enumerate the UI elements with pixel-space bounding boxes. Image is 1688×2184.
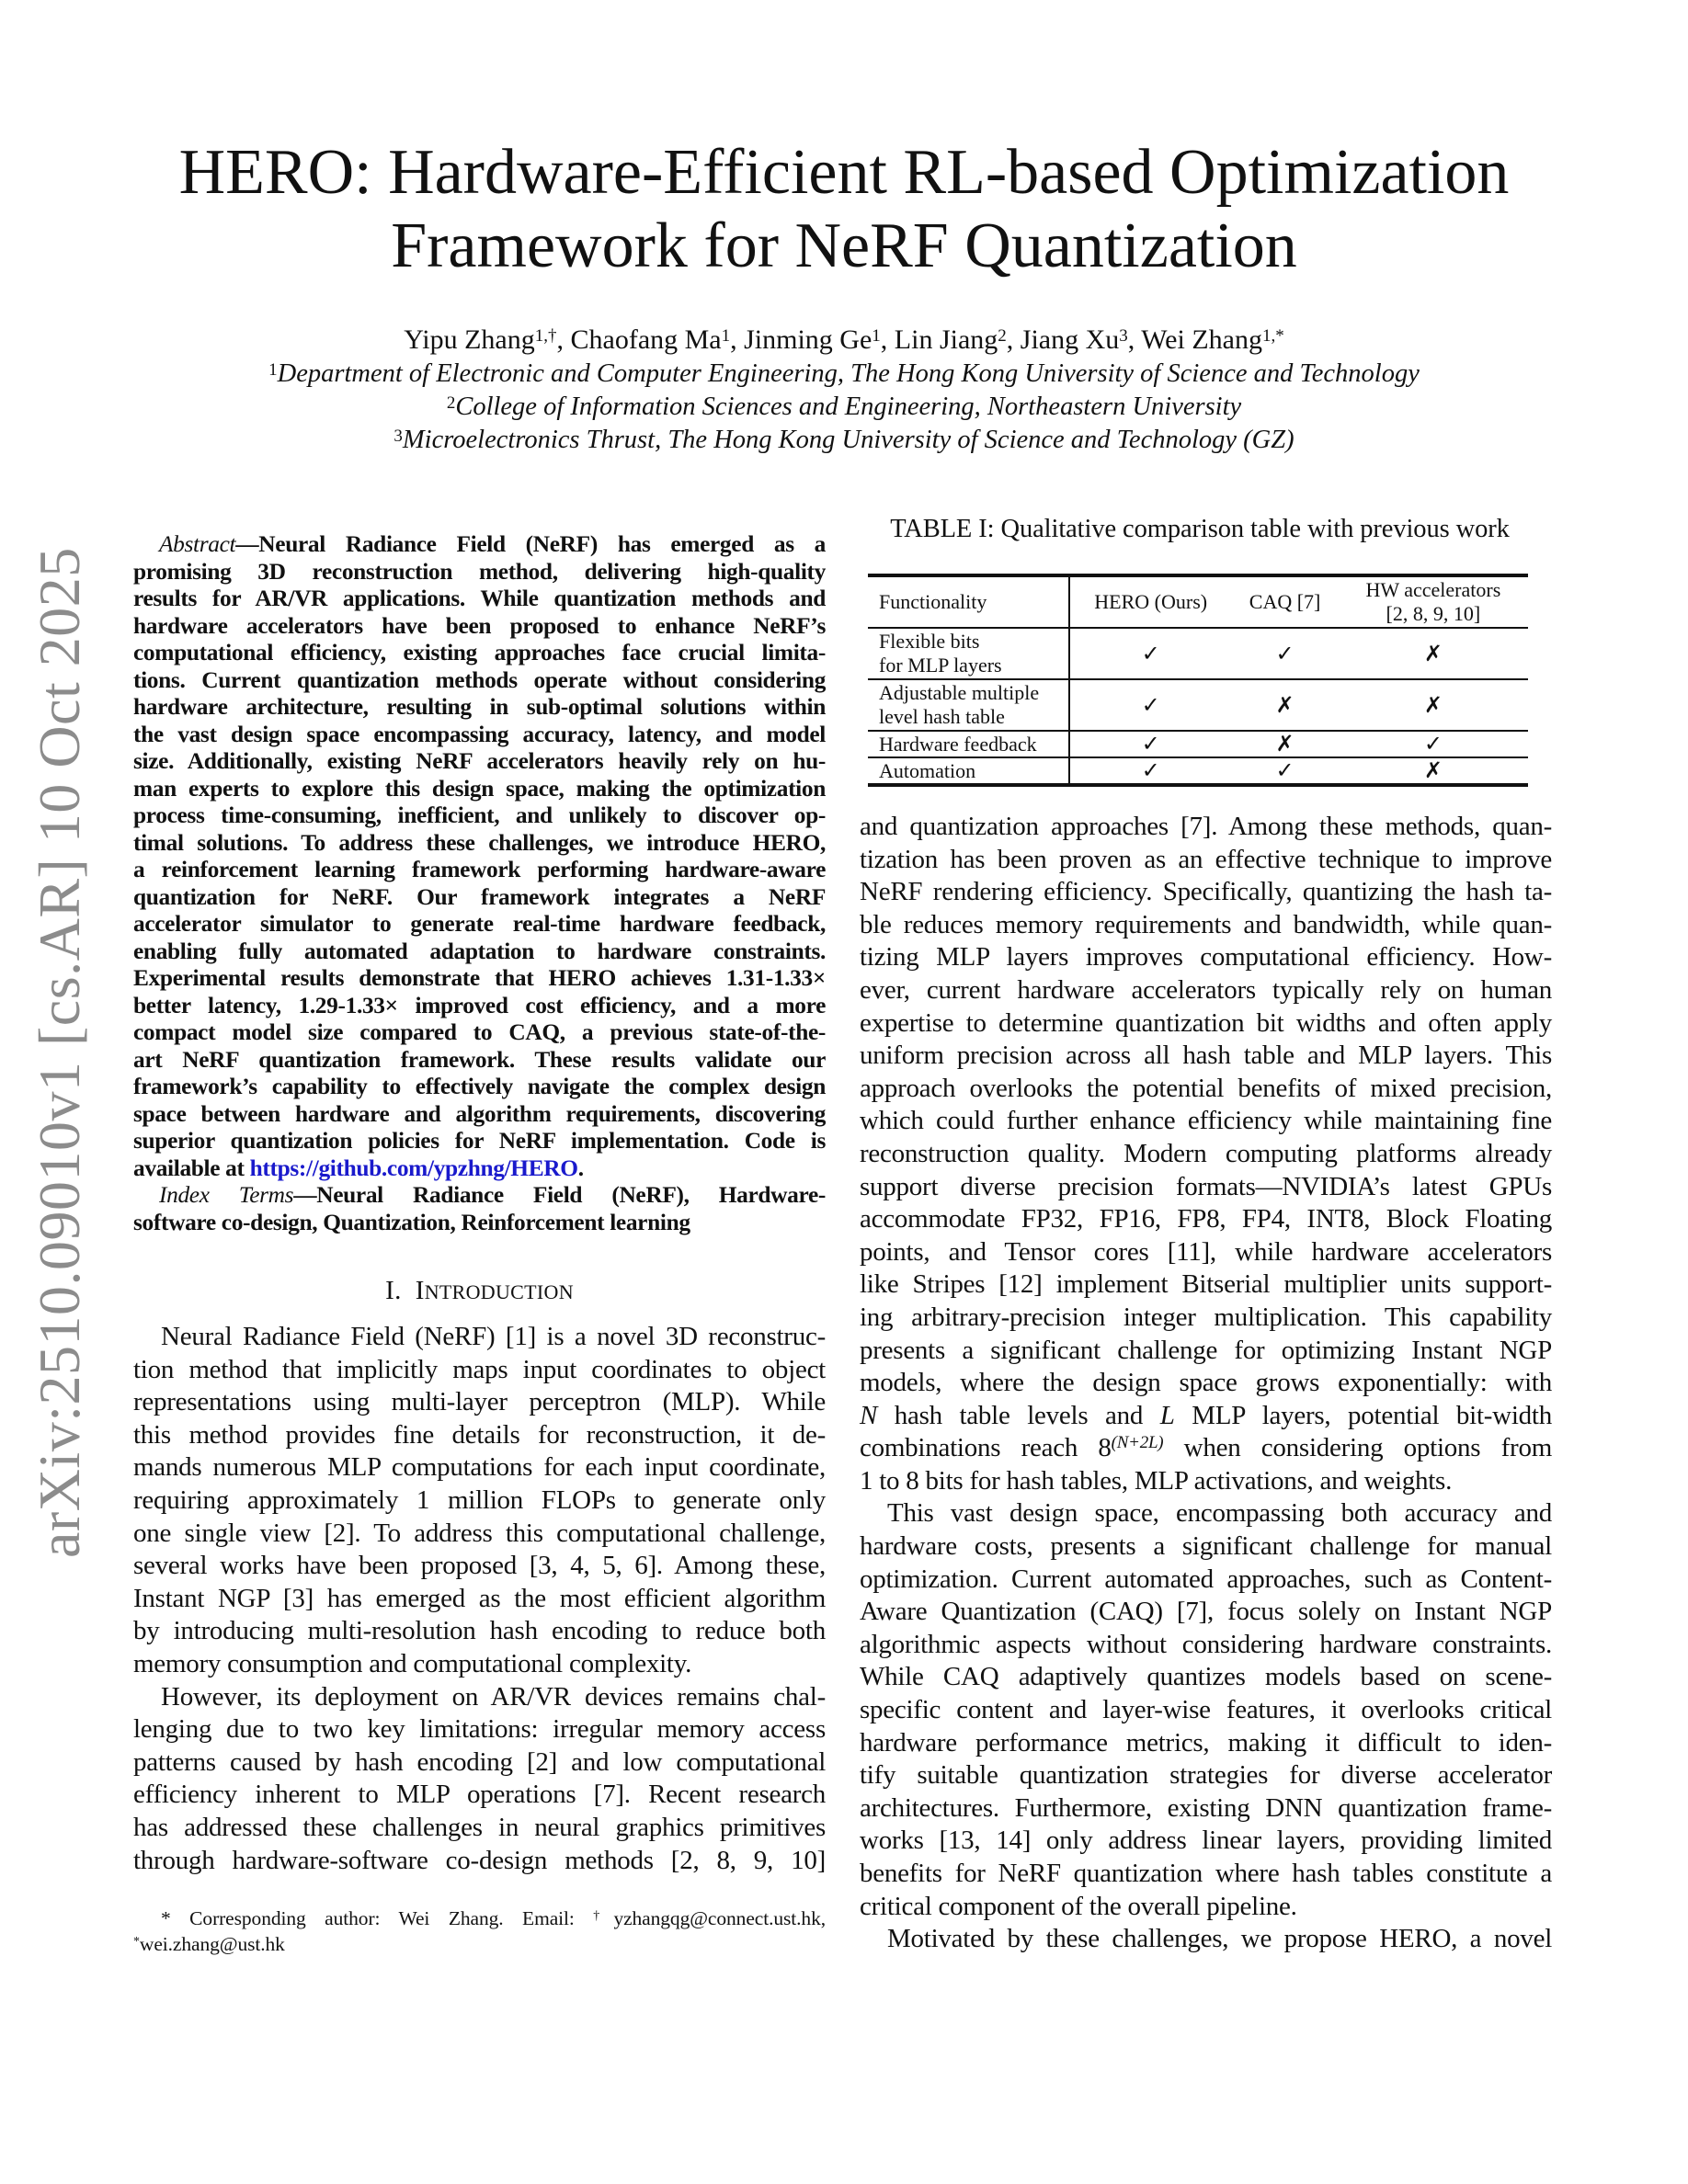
author: Jinming Ge$^1$: [744, 324, 881, 355]
hw-cell: [1339, 679, 1528, 731]
body-line: Aware Quantization (CAQ) [7], focus solely on Instant NGP: [860, 1597, 1552, 1627]
check-icon: ✓: [1141, 757, 1160, 783]
author-list: Yipu Zhang$^{1,\dagger}$, Chaofang Ma$^1$, Jinming Ge$^1$, Lin Jiang$^2$, Jiang Xu$^3$, Wei Zhang$^{1,*}$: [404, 324, 1284, 355]
body-line: optimization. Current automated approaches, such as Content-: [860, 1564, 1552, 1594]
email-link[interactable]: yzhangqg@connect.ust.hk,: [613, 1907, 826, 1929]
footnote-line: * Corresponding author: Wei Zhang. Email: †yzhangqg@connect.ust.hk,: [161, 1907, 826, 1929]
index-terms-line: software co-design, Quantization, Reinforcement learning: [133, 1209, 690, 1235]
caq-cell: [1231, 731, 1338, 757]
body-line: support diverse precision formats—NVIDIA’s latest GPUs: [860, 1171, 1552, 1201]
affiliation-1: $^1$Department of Electronic and Computer Engineering, The Hong Kong University of Science and Technology: [268, 359, 1420, 388]
hero-cell: [1069, 731, 1231, 757]
abstract-line: enabling fully automated adaptation to hardware constraints.: [133, 938, 826, 964]
body-line: Instant NGP [3] has emerged as the most efficient algorithm: [133, 1583, 826, 1613]
paper-title: [0, 136, 1688, 283]
check-icon: ✓: [1423, 731, 1443, 756]
arxiv-stamp: arXiv:2510.09010v1 [cs.AR] 10 Oct 2025: [27, 547, 92, 1558]
body-line: expertise to determine quantization bit widths and often apply: [860, 1007, 1552, 1038]
body-line: critical component of the overall pipeline.: [860, 1891, 1297, 1921]
abstract-line: Abstract—Neural Radiance Field (NeRF) has emerged as a: [159, 531, 826, 557]
body-line: tify suitable quantization strategies for diverse accelerator: [860, 1760, 1552, 1791]
cross-icon: ✗: [1423, 691, 1443, 718]
body-line: tization has been proven as an effective technique to improve: [860, 844, 1552, 874]
author: Jiang Xu$^3$: [1020, 324, 1128, 355]
title-line-2: Framework for NeRF Quantization: [391, 210, 1297, 281]
body-line: reconstruction quality. Modern computing platforms already: [860, 1138, 1552, 1168]
body-line: requiring approximately 1 million FLOPs to generate only: [133, 1484, 826, 1515]
functionality-cell: Automation: [868, 757, 1069, 785]
body-line: ing arbitrary-precision integer multiplication. This capability: [860, 1302, 1552, 1332]
intro-right-column: [860, 811, 1552, 1956]
body-line: 1 to 8 bits for hash tables, MLP activations, and weights.: [860, 1465, 1453, 1496]
cross-icon: ✗: [1423, 640, 1443, 666]
body-line: ever, current hardware accelerators typically rely on human: [860, 974, 1552, 1005]
body-line: architectures. Furthermore, existing DNN quantization frame-: [860, 1792, 1552, 1823]
check-icon: ✓: [1275, 757, 1295, 783]
github-link[interactable]: https://github.com/ypzhng/HERO: [249, 1155, 578, 1181]
body-line: specific content and layer-wise features, it overlooks critical: [860, 1695, 1552, 1725]
email-link[interactable]: wei.zhang@ust.hk: [139, 1933, 285, 1955]
body-line: algorithmic aspects without considering hardware constraints.: [860, 1629, 1552, 1659]
author: Yipu Zhang$^{1,\dagger}$: [404, 324, 557, 355]
abstract-line: quantization for NeRF. Our framework integrates a NeRF: [133, 883, 826, 910]
hero-cell: [1069, 757, 1231, 785]
body-line: which could further enhance efficiency while maintaining fine: [860, 1106, 1552, 1136]
abstract-line: better latency, 1.29-1.33× improved cost efficiency, and a more: [133, 992, 826, 1018]
abstract-line: hardware accelerators have been proposed to enhance NeRF’s: [133, 612, 826, 639]
body-line: representations using multi-layer perceptron (MLP). While: [133, 1387, 826, 1417]
body-line: through hardware-software co-design methods [2, 8, 9, 10]: [133, 1845, 826, 1875]
body-line-math: N hash table levels and L MLP layers, potential bit-width: [860, 1400, 1552, 1430]
hero-cell: [1069, 679, 1231, 731]
abstract-line: superior quantization policies for NeRF implementation. Code is: [133, 1128, 826, 1154]
body-line: accommodate FP32, FP16, FP8, FP4, INT8, Block Floating: [860, 1204, 1552, 1234]
intro-left-column: [133, 1321, 826, 1877]
abstract-line: art NeRF quantization framework. These results validate our: [133, 1046, 826, 1073]
column-header-hero: HERO (Ours): [1069, 575, 1231, 628]
abstract-label: Abstract: [159, 531, 236, 557]
body-line: presents a significant challenge for optimizing Instant NGP: [860, 1335, 1552, 1365]
footnote-line: *wei.zhang@ust.hk: [133, 1933, 285, 1955]
body-line: However, its deployment on AR/VR devices remains chal-: [161, 1681, 826, 1712]
body-line-math: combinations reach $8^{(N+2L)}$ when considering options from: [860, 1433, 1553, 1463]
index-terms-label: Index Terms: [159, 1182, 294, 1208]
affiliation-2: $^2$College of Information Sciences and Engineering, Northeastern University: [446, 392, 1242, 421]
functionality-cell: Hardware feedback: [868, 731, 1069, 757]
abstract-line: process time-consuming, inefficient, and unlikely to discover op-: [133, 802, 826, 828]
footnote: [133, 1905, 826, 1957]
comparison-table: [868, 574, 1528, 787]
body-line: tizing MLP layers improves computational efficiency. How-: [860, 942, 1552, 973]
abstract: [133, 531, 826, 1236]
body-line: tion method that implicitly maps input coordinates to object: [133, 1354, 826, 1384]
abstract-line: framework’s capability to effectively navigate the complex design: [133, 1074, 826, 1099]
abstract-line: Experimental results demonstrate that HERO achieves 1.31-1.33×: [133, 965, 826, 991]
column-header-hw-accelerators: HW accelerators [2, 8, 9, 10]: [1339, 575, 1528, 628]
cross-icon: ✗: [1275, 691, 1295, 718]
caq-cell: [1231, 628, 1338, 679]
body-line: While CAQ adaptively quantizes models based on scene-: [860, 1662, 1552, 1692]
body-line: memory consumption and computational complexity.: [133, 1648, 692, 1678]
table-row: [868, 679, 1528, 731]
abstract-line: computational efficiency, existing approaches face crucial limita-: [133, 640, 826, 665]
abstract-line: compact model size compared to CAQ, a previous state-of-the-: [133, 1019, 826, 1045]
body-line: and quantization approaches [7]. Among these methods, quan-: [860, 812, 1552, 841]
author: Wei Zhang$^{1,*}$: [1141, 324, 1284, 355]
body-line: This vast design space, encompassing both accuracy and: [887, 1498, 1552, 1529]
exponent: (N+2L): [1111, 1433, 1164, 1453]
body-line: NeRF rendering efficiency. Specifically, quantizing the hash ta-: [860, 877, 1552, 907]
table-row: [868, 628, 1528, 679]
body-line: uniform precision across all hash table and MLP layers. This: [860, 1041, 1552, 1071]
body-line: ble reduces memory requirements and bandwidth, while quan-: [860, 909, 1552, 939]
abstract-line: man experts to explore this design space, making the optimization: [133, 775, 826, 802]
functionality-cell: Adjustable multiple level hash table: [868, 679, 1069, 731]
abstract-line: results for AR/VR applications. While quantization methods and: [133, 586, 826, 611]
abstract-line: available at https://github.com/ypzhng/HERO.: [133, 1155, 584, 1181]
affiliation-3: $^3$Microelectronics Thrust, The Hong Kong University of Science and Technology (GZ): [393, 426, 1295, 454]
table-header-row: [868, 575, 1528, 628]
author: Chaofang Ma$^1$: [570, 324, 731, 355]
body-line: benefits for NeRF quantization where hash tables constitute a: [860, 1859, 1552, 1888]
body-line: hardware costs, presents a significant challenge for manual: [860, 1531, 1552, 1562]
column-header-caq: CAQ [7]: [1231, 575, 1338, 628]
body-line: this method provides fine details for reconstruction, it de-: [133, 1419, 826, 1450]
author: Lin Jiang$^2$: [894, 324, 1007, 355]
body-line: by introducing multi-resolution hash encoding to reduce both: [133, 1616, 826, 1646]
abstract-line: a reinforcement learning framework performing hardware-aware: [133, 857, 826, 882]
index-terms-line: Index Terms—Neural Radiance Field (NeRF), Hardware-: [159, 1182, 826, 1208]
abstract-line: the vast design space encompassing accuracy, latency, and model: [133, 721, 826, 747]
body-line: like Stripes [12] implement Bitserial multiplier units support-: [860, 1269, 1552, 1300]
body-line: lenging due to two key limitations: irregular memory access: [133, 1714, 826, 1745]
body-line: works [13, 14] only address linear layers, providing limited: [860, 1826, 1552, 1856]
hero-cell: [1069, 628, 1231, 679]
section-heading-introduction: I. INTRODUCTION: [385, 1276, 574, 1305]
body-line: hardware performance metrics, making it difficult to iden-: [860, 1727, 1552, 1757]
table-row: [868, 757, 1528, 785]
caq-cell: [1231, 679, 1338, 731]
body-line: mands numerous MLP computations for each input coordinate,: [133, 1452, 826, 1483]
abstract-line: space between hardware and algorithm requirements, discovering: [133, 1100, 826, 1127]
body-line: patterns caused by hash encoding [2] and low computational: [133, 1746, 826, 1777]
hw-cell: [1339, 628, 1528, 679]
body-line: one single view [2]. To address this computational challenge,: [133, 1518, 826, 1548]
column-header-functionality: Functionality: [868, 575, 1069, 628]
body-line: several works have been proposed [3, 4, 5, 6]. Among these,: [133, 1551, 826, 1581]
body-line: Neural Radiance Field (NeRF) [1] is a novel 3D reconstruc-: [161, 1322, 826, 1351]
body-line: efficiency inherent to MLP operations [7]. Recent research: [133, 1780, 826, 1810]
check-icon: ✓: [1275, 640, 1295, 666]
body-line: has addressed these challenges in neural graphics primitives: [133, 1812, 826, 1842]
check-icon: ✓: [1141, 640, 1160, 666]
body-line: Motivated by these challenges, we propose HERO, a novel: [887, 1924, 1552, 1954]
body-line: points, and Tensor cores [11], while hardware accelerators: [860, 1236, 1552, 1267]
table-row: [868, 731, 1528, 757]
table-caption: TABLE I: Qualitative comparison table with previous work: [890, 515, 1510, 543]
cross-icon: ✗: [1423, 757, 1443, 783]
abstract-line: accelerator simulator to generate real-time hardware feedback,: [133, 911, 826, 937]
cross-icon: ✗: [1275, 731, 1295, 756]
hw-cell: [1339, 731, 1528, 757]
abstract-line: hardware architecture, resulting in sub-optimal solutions within: [133, 694, 826, 720]
abstract-line: size. Additionally, existing NeRF accelerators heavily rely on hu-: [133, 748, 826, 774]
body-line: approach overlooks the potential benefits of mixed precision,: [860, 1073, 1552, 1103]
title-line-1: HERO: Hardware-Efficient RL-based Optimization: [178, 137, 1510, 208]
abstract-line: promising 3D reconstruction method, delivering high-quality: [133, 558, 826, 585]
hw-cell: [1339, 757, 1528, 785]
caq-cell: [1231, 757, 1338, 785]
abstract-line: timal solutions. To address these challenges, we introduce HERO,: [133, 829, 826, 856]
functionality-cell: Flexible bits for MLP layers: [868, 628, 1069, 679]
body-line: models, where the design space grows exponentially: with: [860, 1368, 1552, 1398]
check-icon: ✓: [1141, 731, 1160, 756]
check-icon: ✓: [1141, 691, 1160, 718]
abstract-line: tions. Current quantization methods operate without considering: [133, 666, 826, 693]
